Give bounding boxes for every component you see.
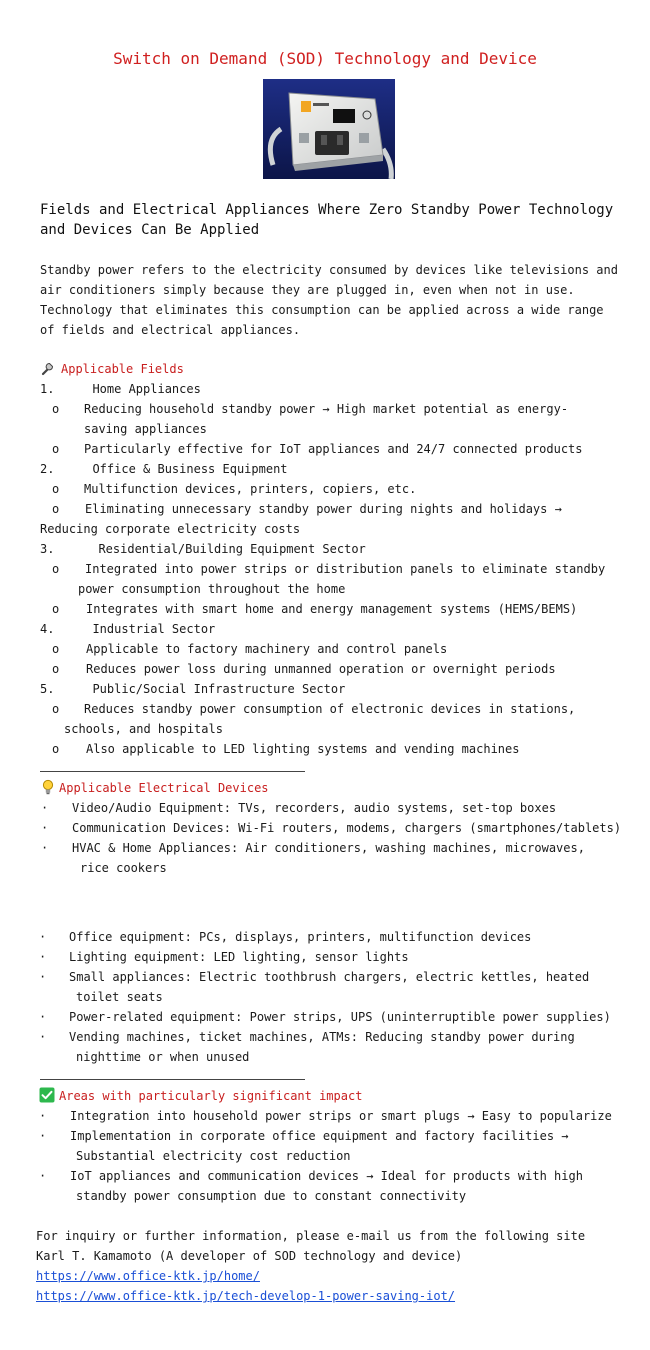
device-item: Vending machines, ticket machines, ATMs: Reducing standby power during nighttime or when unused (69, 1030, 575, 1064)
bullet: · (39, 1169, 47, 1183)
tech-develop-link[interactable]: https://www.office-ktk.jp/tech-develop-1-power-saving-iot/ (36, 1289, 456, 1303)
impact-item: Integration into household power strips or smart plugs → Easy to popularize (70, 1109, 612, 1123)
field-subitem: Also applicable to LED lighting systems and vending machines (86, 742, 520, 756)
impact-item: Implementation in corporate office equipment and factory facilities → Substantial electricity cost reduction (70, 1129, 569, 1163)
device-item: HVAC & Home Appliances: Air conditioners, washing machines, microwaves, rice cookers (72, 841, 585, 875)
contact-author: Karl T. Kamamoto (A developer of SOD technology and device) (36, 1249, 463, 1263)
devices-title: Applicable Electrical Devices (59, 781, 269, 795)
contact-line: For inquiry or further information, please e-mail us from the following site (36, 1229, 586, 1243)
field-item (40, 679, 345, 699)
impact-title: Areas with particularly significant impact (59, 1089, 363, 1103)
field-label: Public/Social Infrastructure Sector (92, 682, 346, 696)
impact-item: IoT appliances and communication devices → Ideal for products with high standby power consumption due to constant connectivity (70, 1169, 583, 1203)
bullet: · (39, 1010, 47, 1024)
sub-bullet: o (52, 562, 60, 576)
bullet: · (39, 1129, 47, 1143)
section-heading: Fields and Electrical Appliances Where Zero Standby Power Technology and Devices Can Be Applied (40, 202, 614, 238)
lightbulb-icon (40, 779, 56, 795)
device-item: Power-related equipment: Power strips, UPS (uninterruptible power supplies) (69, 1010, 611, 1024)
bullet: · (39, 1109, 47, 1123)
sub-bullet: o (52, 602, 60, 616)
check-icon (39, 1087, 55, 1103)
field-subitem: Integrated into power strips or distribution panels to eliminate standby power consumption throughout the home (78, 562, 606, 596)
devices-header (40, 778, 269, 798)
field-subitem: Reduces power loss during unmanned operation or overnight periods (86, 662, 556, 676)
wrench-icon (40, 360, 56, 376)
field-item (40, 379, 201, 399)
sod-device-photo (263, 79, 395, 179)
impact-header (39, 1086, 362, 1106)
field-label: Industrial Sector (92, 622, 216, 636)
field-number: 5. (40, 682, 55, 696)
bullet: · (41, 801, 49, 815)
device-item: Small appliances: Electric toothbrush chargers, electric kettles, heated toilet seats (69, 970, 590, 1004)
sub-bullet: o (52, 402, 60, 416)
fields-title: Applicable Fields (61, 362, 184, 376)
bullet: · (39, 950, 47, 964)
sub-bullet: o (52, 482, 60, 496)
field-subitem: Eliminating unnecessary standby power during nights and holidays → Reducing corporate electricity costs (40, 502, 562, 536)
home-link[interactable]: https://www.office-ktk.jp/home/ (36, 1269, 260, 1283)
field-item (40, 619, 215, 639)
device-item: Communication Devices: Wi-Fi routers, modems, chargers (smartphones/tablets) (72, 821, 622, 835)
field-number: 1. (40, 382, 55, 396)
intro-paragraph: Standby power refers to the electricity consumed by devices like televisions and air conditioners simply because they are plugged in, even when not in use. Technology that eliminates this consumption can be applied across a wide range of fields and electrical appliances. (40, 263, 618, 337)
page-title: Switch on Demand (SOD) Technology and Device (113, 49, 537, 68)
field-subitem: Integrates with smart home and energy management systems (HEMS/BEMS) (86, 602, 578, 616)
bullet: · (39, 970, 47, 984)
bullet: · (39, 1030, 47, 1044)
field-number: 3. (40, 542, 55, 556)
sub-bullet: o (52, 502, 60, 516)
field-item (40, 459, 288, 479)
field-subitem: Particularly effective for IoT appliances and 24/7 connected products (84, 442, 583, 456)
field-item (40, 539, 366, 559)
divider (40, 1079, 305, 1080)
field-subitem: Reduces standby power consumption of electronic devices in stations, schools, and hospitals (64, 702, 576, 736)
sub-bullet: o (52, 742, 60, 756)
field-label: Residential/Building Equipment Sector (98, 542, 366, 556)
field-subitem: Applicable to factory machinery and control panels (86, 642, 448, 656)
device-item: Video/Audio Equipment: TVs, recorders, audio systems, set-top boxes (72, 801, 557, 815)
field-subitem: Reducing household standby power → High market potential as energy-saving appliances (84, 402, 569, 436)
bullet: · (41, 841, 49, 855)
field-subitem: Multifunction devices, printers, copiers, etc. (84, 482, 417, 496)
fields-header (40, 359, 184, 379)
sub-bullet: o (52, 662, 60, 676)
field-number: 2. (40, 462, 55, 476)
field-label: Home Appliances (92, 382, 201, 396)
sub-bullet: o (52, 702, 60, 716)
sub-bullet: o (52, 642, 60, 656)
bullet: · (41, 821, 49, 835)
device-item: Office equipment: PCs, displays, printers, multifunction devices (69, 930, 532, 944)
bullet: · (39, 930, 47, 944)
field-label: Office & Business Equipment (92, 462, 288, 476)
field-number: 4. (40, 622, 55, 636)
divider (40, 771, 305, 772)
sub-bullet: o (52, 442, 60, 456)
device-item: Lighting equipment: LED lighting, sensor lights (69, 950, 409, 964)
